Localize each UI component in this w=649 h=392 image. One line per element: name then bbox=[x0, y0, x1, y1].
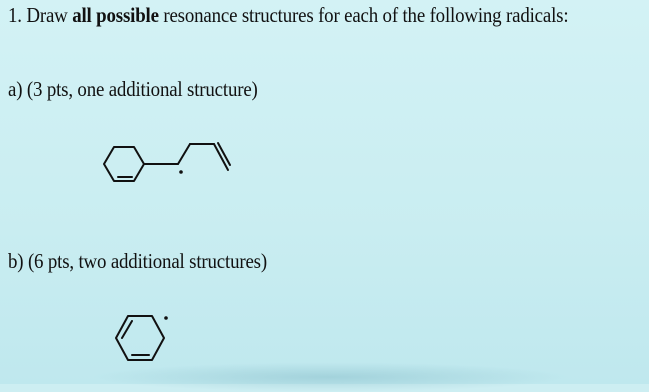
page-shadow bbox=[90, 362, 570, 392]
radical-dot bbox=[179, 170, 183, 174]
part-b-points-note: (6 pts, two additional structures) bbox=[27, 249, 267, 273]
cyclohexene-ring bbox=[104, 147, 144, 181]
question-text-prefix: Draw bbox=[26, 3, 68, 27]
part-b-heading bbox=[8, 249, 267, 274]
part-b-label: b) bbox=[8, 249, 24, 273]
part-a-label: a) bbox=[8, 77, 23, 101]
question-text-suffix: resonance structures for each of the following radicals: bbox=[163, 3, 569, 27]
radical-dot bbox=[164, 316, 168, 320]
part-b-structure bbox=[108, 306, 188, 370]
question-prompt bbox=[8, 3, 568, 28]
question-number: 1. bbox=[8, 3, 22, 27]
part-a-structure bbox=[96, 134, 236, 194]
question-emphasis: all possible bbox=[72, 3, 159, 27]
chain-bond bbox=[178, 144, 190, 164]
part-a-heading bbox=[8, 77, 258, 102]
cyclohexadiene-ring bbox=[116, 316, 164, 360]
part-a-points-note: (3 pts, one additional structure) bbox=[26, 77, 258, 101]
